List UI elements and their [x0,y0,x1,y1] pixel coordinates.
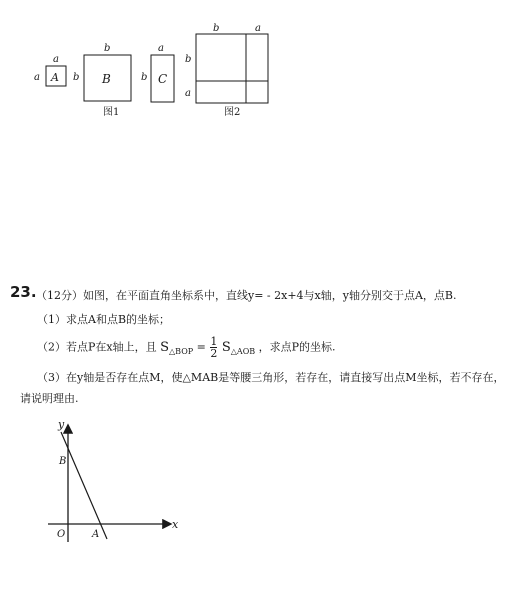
top-label-a: a [255,23,261,34]
fraction-one-half [210,336,217,359]
rect-c-side-top: a [158,43,164,54]
figure-2-caption: 图2 [224,107,241,118]
figure-1-caption: 图1 [103,107,120,118]
left-label-b: b [185,54,192,65]
question-part-3: （3）在y轴是否存在点M，使△MAB是等腰三角形，若存在，请直接写出点M坐标，若不存在， [37,371,505,384]
fraction-numerator: 1 [210,335,218,348]
question-head: （12分）如图，在平面直角坐标系中，直线y= - 2x+4与x轴，y轴分别交于点A，点B. [36,289,457,302]
rect-c-label: C [158,72,168,86]
square-b-label: B [102,72,111,86]
part-2-suffix: ，求点P的坐标. [258,340,336,354]
figure-1 [28,38,188,120]
square-b-side-top: b [104,43,111,54]
part-2-prefix: （2）若点P在x轴上，且 [37,340,157,354]
question-part-2 [37,336,336,360]
square-a-label: A [51,71,59,84]
x-axis-label: x [172,518,179,531]
question-number: 23. [10,283,37,301]
square-a-side-top: a [53,54,59,65]
area-bop: $S_{\triangle BOP}$ [160,339,194,356]
area-aob: $S_{\triangle AOB}$ [221,339,256,356]
big-square [196,34,268,103]
point-b-label: B [59,456,67,467]
y-axis-label: y [58,418,65,431]
question-part-1: （1）求点A和点B的坐标； [37,313,171,326]
square-a-side-left: a [34,72,40,83]
left-label-a: a [185,88,191,99]
coordinate-graph [30,412,190,547]
rect-c-side-left: b [141,72,148,83]
top-label-b: b [213,23,220,34]
question-part-3-continued: 请说明理由. [20,392,79,405]
point-a-label: A [92,529,100,540]
fraction-denominator: 2 [210,347,218,360]
square-b-side-left: b [73,72,80,83]
origin-label: O [57,529,66,540]
figure-2 [182,22,278,118]
equals-sign: = [196,340,206,354]
